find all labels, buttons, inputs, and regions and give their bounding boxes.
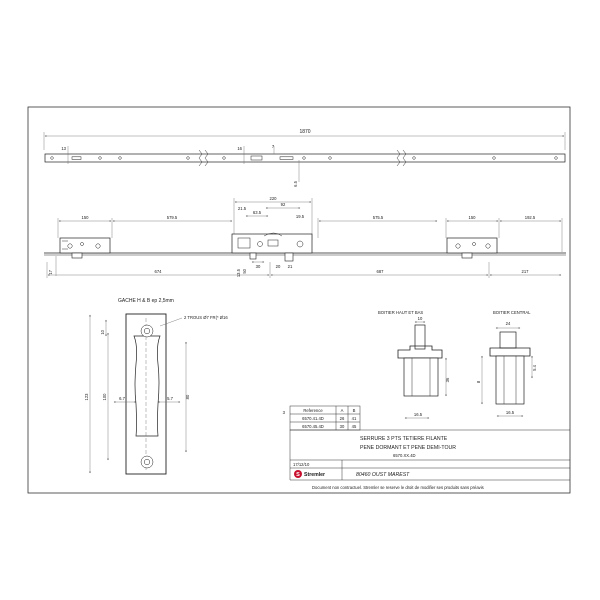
section-label: 3 bbox=[282, 410, 285, 415]
lock-case-central bbox=[232, 233, 312, 261]
svg-text:123: 123 bbox=[84, 393, 89, 401]
svg-text:50: 50 bbox=[242, 269, 247, 274]
title-line-2: PENE DORMANT ET PENE DEMI-TOUR bbox=[360, 445, 456, 451]
svg-text:10: 10 bbox=[417, 316, 423, 321]
svg-text:220: 220 bbox=[269, 196, 277, 201]
svg-text:13.5: 13.5 bbox=[236, 269, 241, 278]
title-date: 17/12/10 bbox=[293, 462, 310, 467]
svg-text:192.5: 192.5 bbox=[524, 215, 536, 220]
svg-text:575.5: 575.5 bbox=[372, 215, 384, 220]
table-cell: 45 bbox=[351, 424, 357, 429]
svg-text:217: 217 bbox=[521, 269, 529, 274]
table-cell: 6570.41.4D bbox=[302, 416, 324, 421]
overall-length-label: 1870 bbox=[299, 129, 311, 135]
svg-text:21.5: 21.5 bbox=[237, 206, 247, 211]
end-view-title: BOITIER HAUT ET BAS bbox=[378, 310, 424, 315]
segment-dims-bottom bbox=[47, 256, 561, 278]
strike-title: GACHE H & B ep 2,5mm bbox=[118, 298, 174, 304]
svg-text:16: 16 bbox=[237, 146, 242, 151]
svg-text:13: 13 bbox=[61, 146, 66, 151]
reference-table bbox=[290, 406, 360, 430]
table-cell: 41 bbox=[351, 416, 357, 421]
overall-dimension bbox=[44, 129, 565, 150]
central-case-view bbox=[476, 321, 537, 416]
svg-text:150: 150 bbox=[81, 215, 89, 220]
svg-text:8: 8 bbox=[476, 380, 481, 384]
title-ref: 6570.XX.4D bbox=[393, 453, 416, 458]
company-address: 80460 OUST MAREST bbox=[356, 472, 410, 478]
end-case-view bbox=[398, 316, 450, 418]
svg-text:20: 20 bbox=[275, 264, 281, 269]
svg-text:Stremler: Stremler bbox=[304, 472, 326, 478]
svg-text:63.5: 63.5 bbox=[252, 210, 262, 215]
svg-text:674: 674 bbox=[154, 269, 162, 274]
svg-text:10: 10 bbox=[100, 330, 105, 335]
table-header: A bbox=[340, 408, 344, 413]
central-view-title: BOITIER CENTRAL bbox=[493, 310, 531, 315]
disclaimer: Document non contractuel. Stremler se reserve le droit de modifier ses produits sans préavis bbox=[312, 485, 484, 490]
svg-text:687: 687 bbox=[376, 269, 384, 274]
stremler-logo bbox=[294, 470, 325, 478]
svg-text:30: 30 bbox=[255, 264, 261, 269]
svg-text:6.5: 6.5 bbox=[293, 181, 298, 187]
svg-text:7: 7 bbox=[271, 144, 275, 149]
svg-text:24: 24 bbox=[505, 321, 511, 326]
svg-text:5.4: 5.4 bbox=[532, 365, 537, 371]
svg-text:150: 150 bbox=[468, 215, 476, 220]
table-header: B bbox=[352, 408, 356, 413]
table-header: Reference bbox=[303, 408, 323, 413]
table-cell: 30 bbox=[339, 424, 345, 429]
top-strip-dims bbox=[61, 144, 299, 187]
svg-text:80: 80 bbox=[185, 394, 190, 400]
title-line-1: SERRURE 3 PTS TETIERE FILANTE bbox=[360, 436, 448, 442]
table-cell: 6570.45.4D bbox=[302, 424, 324, 429]
svg-text:579.5: 579.5 bbox=[166, 215, 178, 220]
svg-text:17: 17 bbox=[48, 270, 53, 275]
svg-text:S: S bbox=[296, 472, 300, 478]
top-faceplate-strip bbox=[45, 150, 565, 166]
svg-text:21: 21 bbox=[287, 264, 293, 269]
svg-text:16.5: 16.5 bbox=[505, 410, 515, 415]
svg-text:6.7: 6.7 bbox=[119, 396, 125, 401]
svg-text:5.7: 5.7 bbox=[167, 396, 173, 401]
table-cell: 26 bbox=[339, 416, 345, 421]
svg-text:16.5: 16.5 bbox=[413, 412, 423, 417]
svg-text:100: 100 bbox=[102, 393, 107, 401]
strike-plate bbox=[126, 314, 166, 474]
svg-text:36: 36 bbox=[445, 377, 450, 383]
lock-dims bbox=[234, 196, 312, 240]
svg-text:2 TROUS Ø7 FR(* Ø16: 2 TROUS Ø7 FR(* Ø16 bbox=[184, 315, 228, 320]
svg-text:92: 92 bbox=[280, 202, 286, 207]
svg-text:19.5: 19.5 bbox=[295, 214, 305, 219]
